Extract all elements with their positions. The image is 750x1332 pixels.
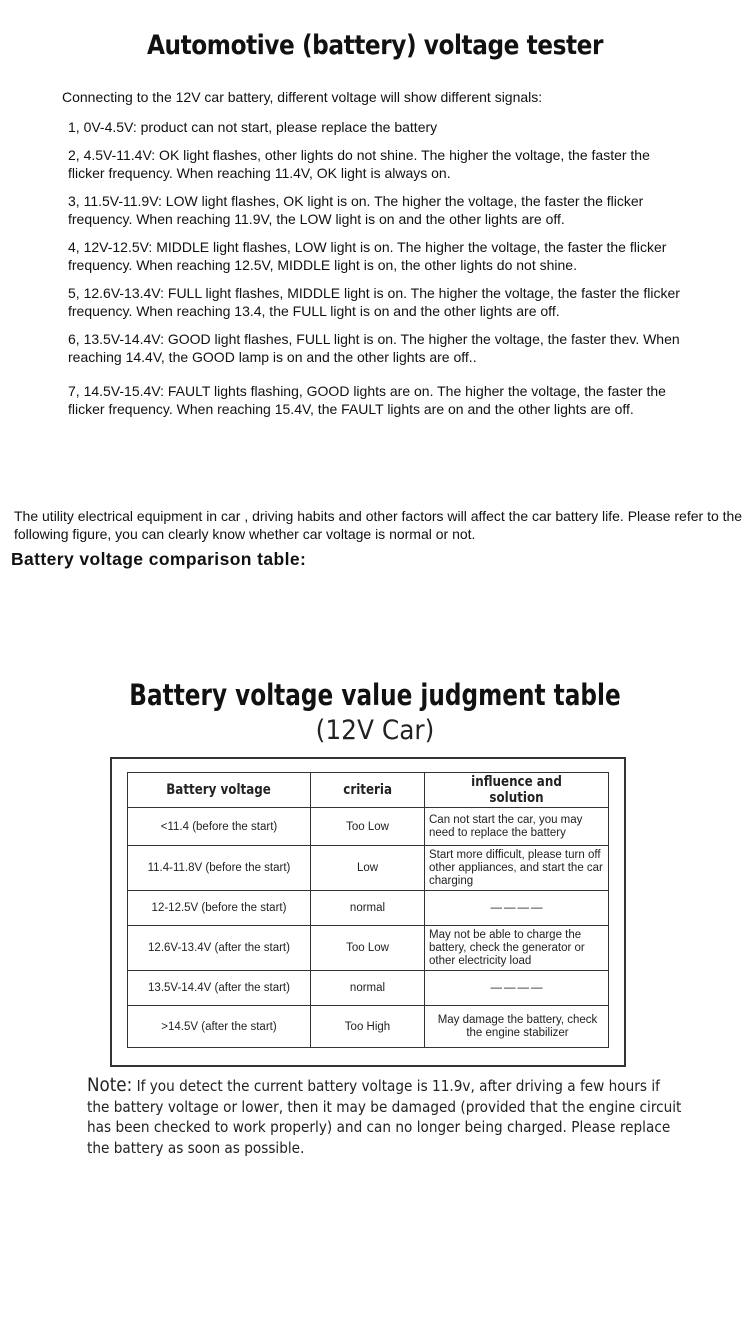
cell-solution: Start more difficult, please turn off other appliances, and start the car charging <box>425 846 609 891</box>
cell-voltage: <11.4 (before the start) <box>128 808 311 846</box>
intro-text: Connecting to the 12V car battery, different voltage will show different signals: <box>62 89 543 105</box>
cell-solution: ———— <box>425 971 609 1006</box>
list-item: 7, 14.5V-15.4V: FAULT lights flashing, GOOD lights are on. The higher the voltage, the faster the flicker frequency. When reaching 15.4V, the FAULT lights are on and the other lights are off. <box>68 383 666 417</box>
table-subtitle: (12V Car) <box>315 715 435 746</box>
cell-solution: Can not start the car, you may need to replace the battery <box>425 808 609 846</box>
cell-criteria: Too Low <box>311 808 425 846</box>
table-row <box>128 808 609 846</box>
cell-criteria: normal <box>311 971 425 1006</box>
note-label: Note: <box>87 1074 133 1096</box>
note-paragraph <box>87 1075 685 1158</box>
header-battery-voltage: Battery voltage <box>128 773 311 808</box>
cell-solution: May not be able to charge the battery, check the generator or other electricity load <box>425 926 609 971</box>
table-title: Battery voltage value judgment table <box>129 678 621 712</box>
section-heading: Battery voltage comparison table: <box>11 549 307 569</box>
cell-criteria: normal <box>311 891 425 926</box>
header-influence-solution: influence and solution <box>425 773 609 808</box>
list-item: 5, 12.6V-13.4V: FULL light flashes, MIDDLE light is on. The higher the voltage, the faster the flicker frequency. When reaching 13.4, the FULL light is on and the other lights are off. <box>68 285 680 319</box>
list-item: 3, 11.5V-11.9V: LOW light flashes, OK light is on. The higher the voltage, the faster the flicker frequency. When reaching 11.9V, the LOW light is on and the other lights are off. <box>68 193 644 227</box>
list-item: 4, 12V-12.5V: MIDDLE light flashes, LOW light is on. The higher the voltage, the faster the flicker frequency. When reaching 12.5V, MIDDLE light is on, the other lights do not shine. <box>68 239 667 273</box>
cell-criteria: Too Low <box>311 926 425 971</box>
cell-voltage: 13.5V-14.4V (after the start) <box>128 971 311 1006</box>
cell-voltage: 12.6V-13.4V (after the start) <box>128 926 311 971</box>
table-row <box>128 926 609 971</box>
page-title: Automotive (battery) voltage tester <box>146 30 604 61</box>
battery-life-paragraph: The utility electrical equipment in car , driving habits and other factors will affect the car battery life. Please refer to the following figure, you can clearly know whether car voltage is normal or not. <box>14 508 743 542</box>
list-item: 2, 4.5V-11.4V: OK light flashes, other lights do not shine. The higher the voltage, the faster the flicker frequency. When reaching 11.4V, OK light is always on. <box>68 147 650 181</box>
table-row <box>128 971 609 1006</box>
cell-solution: May damage the battery, check the engine stabilizer <box>425 1006 609 1048</box>
note-text: If you detect the current battery voltage is 11.9v, after driving a few hours if the battery voltage or lower, then it may be damaged (provided that the engine circuit has been checked to work properly) and can no longer being charged. Please replace the battery as soon as possible. <box>87 1077 682 1157</box>
signal-list <box>68 118 688 428</box>
cell-voltage: 11.4-11.8V (before the start) <box>128 846 311 891</box>
list-item: 6, 13.5V-14.4V: GOOD light flashes, FULL light is on. The higher the voltage, the faster thev. When reaching 14.4V, the GOOD lamp is on and the other lights are off.. <box>68 331 680 365</box>
cell-solution: ———— <box>425 891 609 926</box>
voltage-judgment-table <box>127 772 609 1048</box>
cell-voltage: 12-12.5V (before the start) <box>128 891 311 926</box>
header-criteria: criteria <box>311 773 425 808</box>
table-header-row <box>128 773 609 808</box>
list-item: 1, 0V-4.5V: product can not start, please replace the battery <box>68 119 438 135</box>
table-row <box>128 891 609 926</box>
table-row <box>128 1006 609 1048</box>
cell-voltage: >14.5V (after the start) <box>128 1006 311 1048</box>
cell-criteria: Low <box>311 846 425 891</box>
table-row <box>128 846 609 891</box>
cell-criteria: Too High <box>311 1006 425 1048</box>
